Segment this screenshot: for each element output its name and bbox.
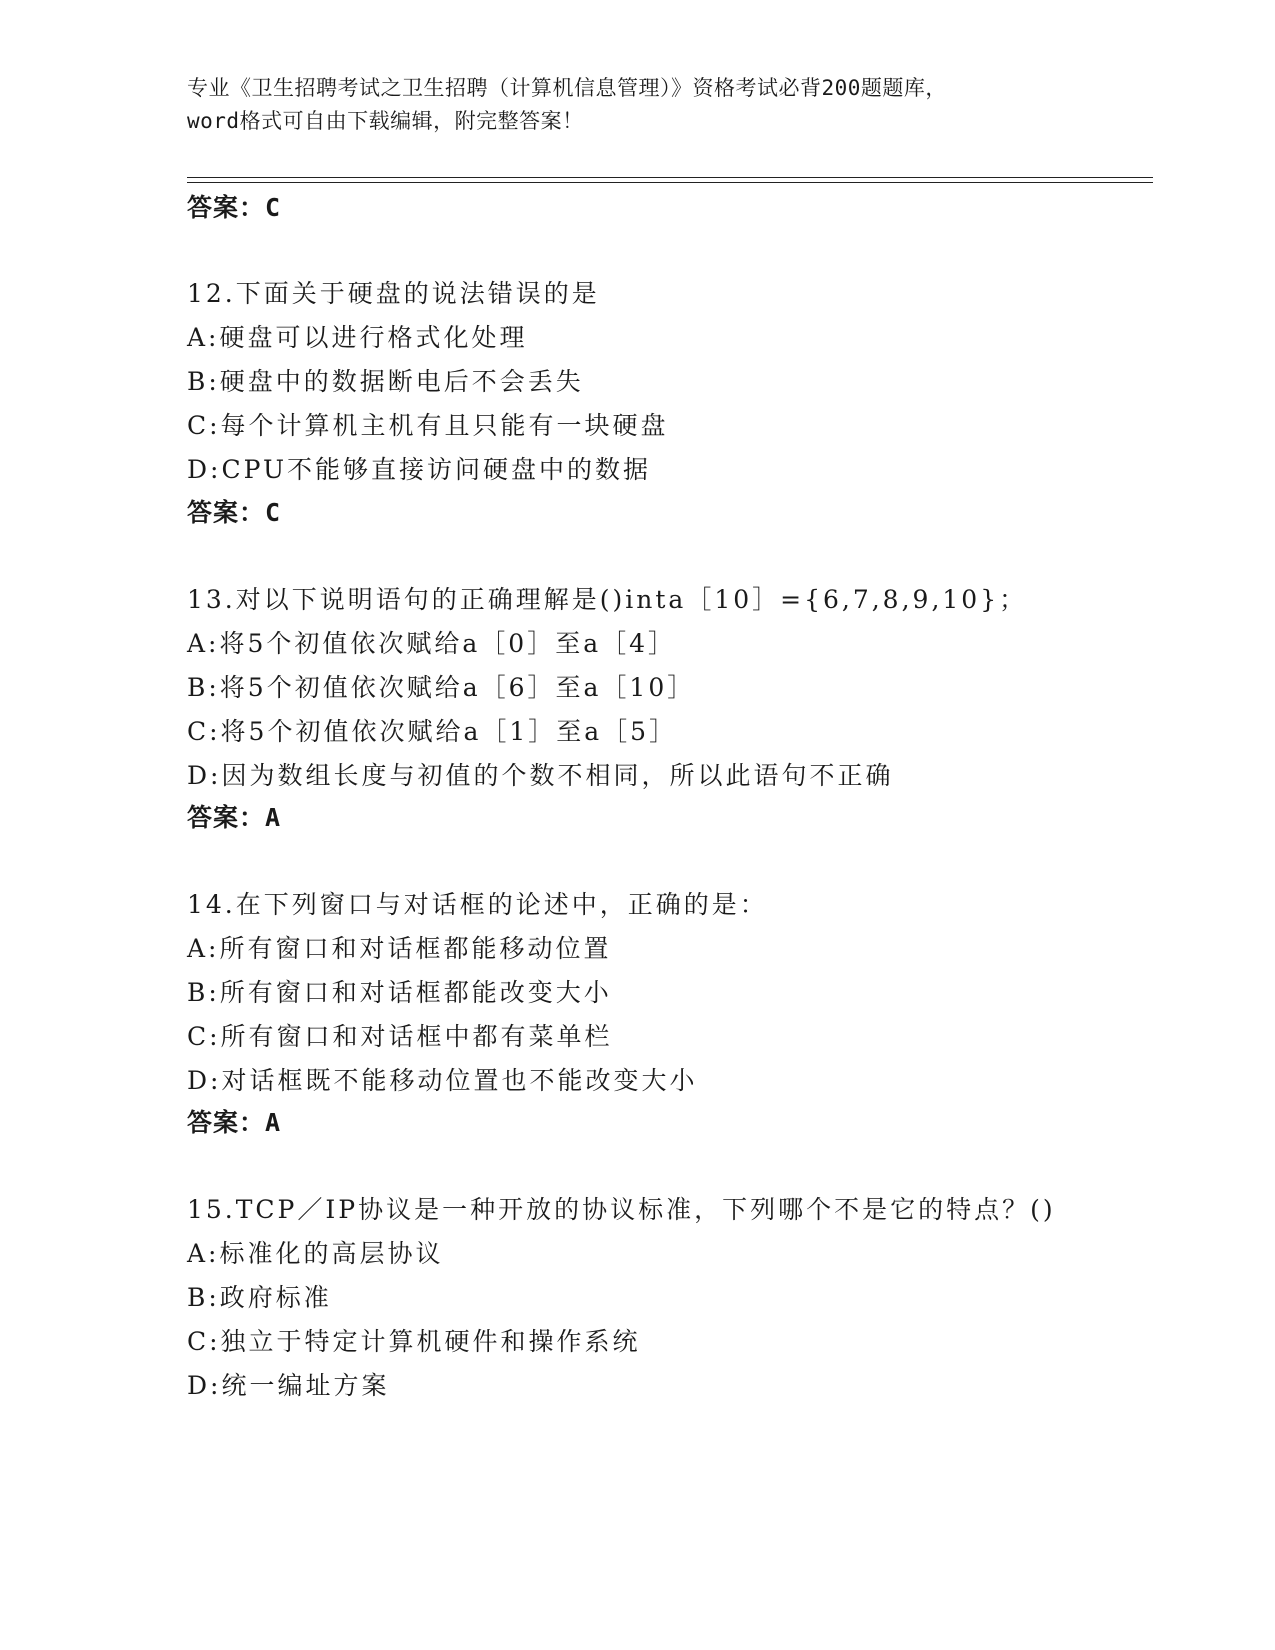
header-line-1: 专业《卫生招聘考试之卫生招聘（计算机信息管理）》资格考试必背200题题库， (187, 76, 947, 100)
question-stem: 12.下面关于硬盘的说法错误的是 (187, 279, 600, 308)
option-d: D:因为数组长度与初值的个数不相同，所以此语句不正确 (187, 761, 894, 790)
option-b: B:硬盘中的数据断电后不会丢失 (187, 367, 584, 396)
answer-line: 答案：A (187, 803, 282, 832)
option-d: D:统一编址方案 (187, 1371, 390, 1400)
option-b: B:将5个初值依次赋给a［6］至a［10］ (187, 673, 696, 702)
option-b: B:政府标准 (187, 1283, 332, 1312)
header-line-2: word格式可自由下载编辑，附完整答案！ (187, 109, 584, 133)
question-stem: 14.在下列窗口与对话框的论述中，正确的是： (187, 890, 768, 919)
option-a: A:硬盘可以进行格式化处理 (187, 323, 528, 352)
document-header (187, 72, 1087, 138)
answer-line: 答案：C (187, 193, 282, 222)
question-stem: 15.TCP／IP协议是一种开放的协议标准，下列哪个不是它的特点？() (187, 1195, 1056, 1224)
option-c: C:独立于特定计算机硬件和操作系统 (187, 1327, 641, 1356)
header-divider-bottom (187, 182, 1153, 183)
header-divider-top (187, 177, 1153, 178)
answer-line: 答案：A (187, 1108, 282, 1137)
option-b: B:所有窗口和对话框都能改变大小 (187, 978, 612, 1007)
option-d: D:CPU不能够直接访问硬盘中的数据 (187, 455, 652, 484)
option-c: C:所有窗口和对话框中都有菜单栏 (187, 1022, 613, 1051)
question-stem: 13.对以下说明语句的正确理解是()inta［10］={6,7,8,9,10}； (187, 585, 1028, 614)
answer-line: 答案：C (187, 498, 282, 527)
option-a: A:所有窗口和对话框都能移动位置 (187, 934, 612, 963)
option-c: C:每个计算机主机有且只能有一块硬盘 (187, 411, 669, 440)
option-d: D:对话框既不能移动位置也不能改变大小 (187, 1066, 698, 1095)
option-c: C:将5个初值依次赋给a［1］至a［5］ (187, 717, 678, 746)
option-a: A:标准化的高层协议 (187, 1239, 444, 1268)
option-a: A:将5个初值依次赋给a［0］至a［4］ (187, 629, 677, 658)
